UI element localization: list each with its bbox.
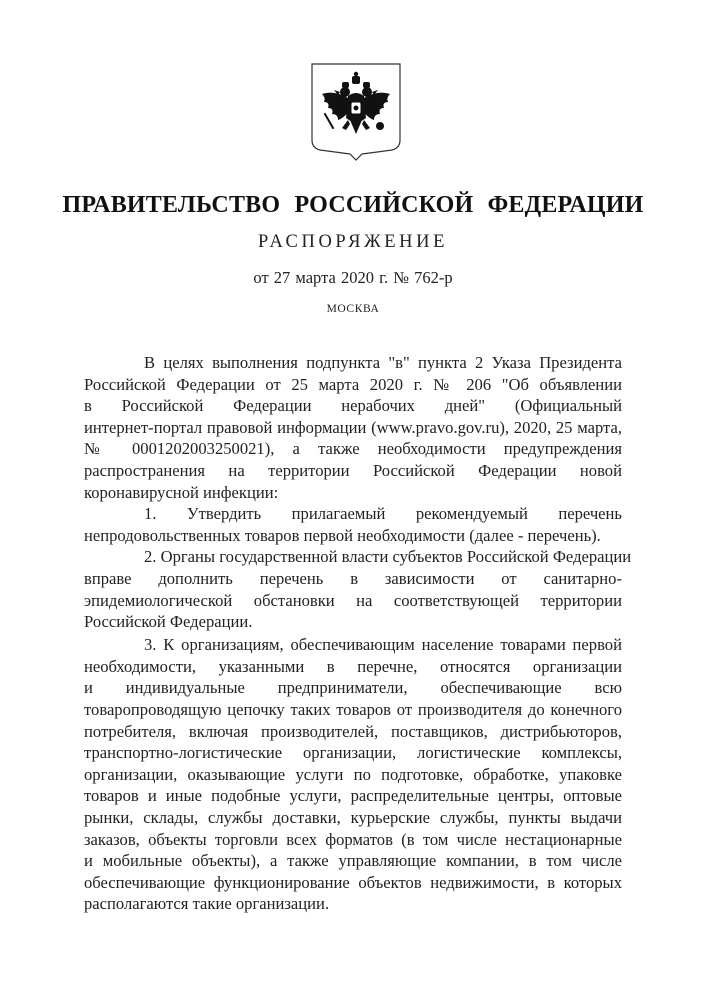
text-line: в Российской Федерации нерабочих дней" (Официальный	[84, 396, 622, 416]
text-line: коронавирусной инфекции:	[84, 482, 279, 502]
text-line: № 0001202003250021), а также необходимости предупреждения	[84, 439, 622, 459]
paragraph-item-2	[84, 546, 632, 632]
text-line: Российской Федерации.	[84, 612, 253, 632]
city: МОСКВА	[326, 303, 380, 315]
document-body	[84, 352, 632, 915]
text-line: и индивидуальные предприниматели, обеспечивающие всю	[84, 678, 622, 698]
text-line: необходимости, указанными в перечне, относятся организации	[84, 656, 622, 676]
text-line: вправе дополнить перечень в зависимости от санитарно-	[84, 568, 622, 588]
text-line: 1. Утвердить прилагаемый рекомендуемый перечень	[144, 504, 622, 524]
text-line: заказов, объекты торговли всех форматов (в том числе нестационарные	[84, 829, 622, 849]
document-type: РАСПОРЯЖЕНИЕ	[258, 232, 448, 252]
text-line: эпидемиологической обстановки на соответствующей территории	[84, 590, 622, 610]
government-title: ПРАВИТЕЛЬСТВО РОССИЙСКОЙ ФЕДЕРАЦИИ	[62, 192, 644, 218]
text-line: товаров и иные подобные услуги, распределительные центры, оптовые	[84, 786, 622, 806]
text-line: потребителя, включая производителей, поставщиков, дистрибьюторов,	[84, 721, 622, 741]
text-line: В целях выполнения подпункта "в" пункта 2 Указа Президента	[144, 353, 622, 372]
date-and-number: от 27 марта 2020 г. № 762-р	[253, 268, 453, 287]
text-line: рынки, склады, службы доставки, курьерские службы, пункты выдачи	[84, 807, 622, 827]
paragraph-preamble	[84, 352, 622, 503]
text-line: Российской Федерации от 25 марта 2020 г. № 206 "Об объявлении	[84, 374, 622, 394]
text-line: обеспечивающие функционирование объектов недвижимости, в которых	[84, 872, 622, 892]
text-line: транспортно-логистические организации, логистические комплексы,	[84, 743, 622, 763]
text-line: распространения на территории Российской Федерации новой	[84, 460, 622, 480]
russian-coat-of-arms-icon	[308, 60, 404, 162]
text-line: организации, оказывающие услуги по подготовке, обработке, упаковке	[84, 764, 622, 784]
text-line: и мобильные объекты), а также управляющие компании, в том числе	[84, 851, 622, 871]
text-line: 2. Органы государственной власти субъектов Российской Федерации	[144, 547, 632, 567]
text-line: товаропроводящую цепочку таких товаров от производителя до конечного	[84, 700, 622, 719]
text-line: интернет-портал правовой информации (www.pravo.gov.ru), 2020, 25 марта,	[84, 417, 622, 437]
text-line: располагаются такие организации.	[84, 894, 330, 914]
text-line: 3. К организациям, обеспечивающим население товарами первой	[144, 635, 622, 655]
text-line: непродовольственных товаров первой необходимости (далее - перечень).	[84, 525, 601, 545]
paragraph-item-3	[84, 634, 622, 915]
paragraph-item-1	[84, 503, 622, 546]
